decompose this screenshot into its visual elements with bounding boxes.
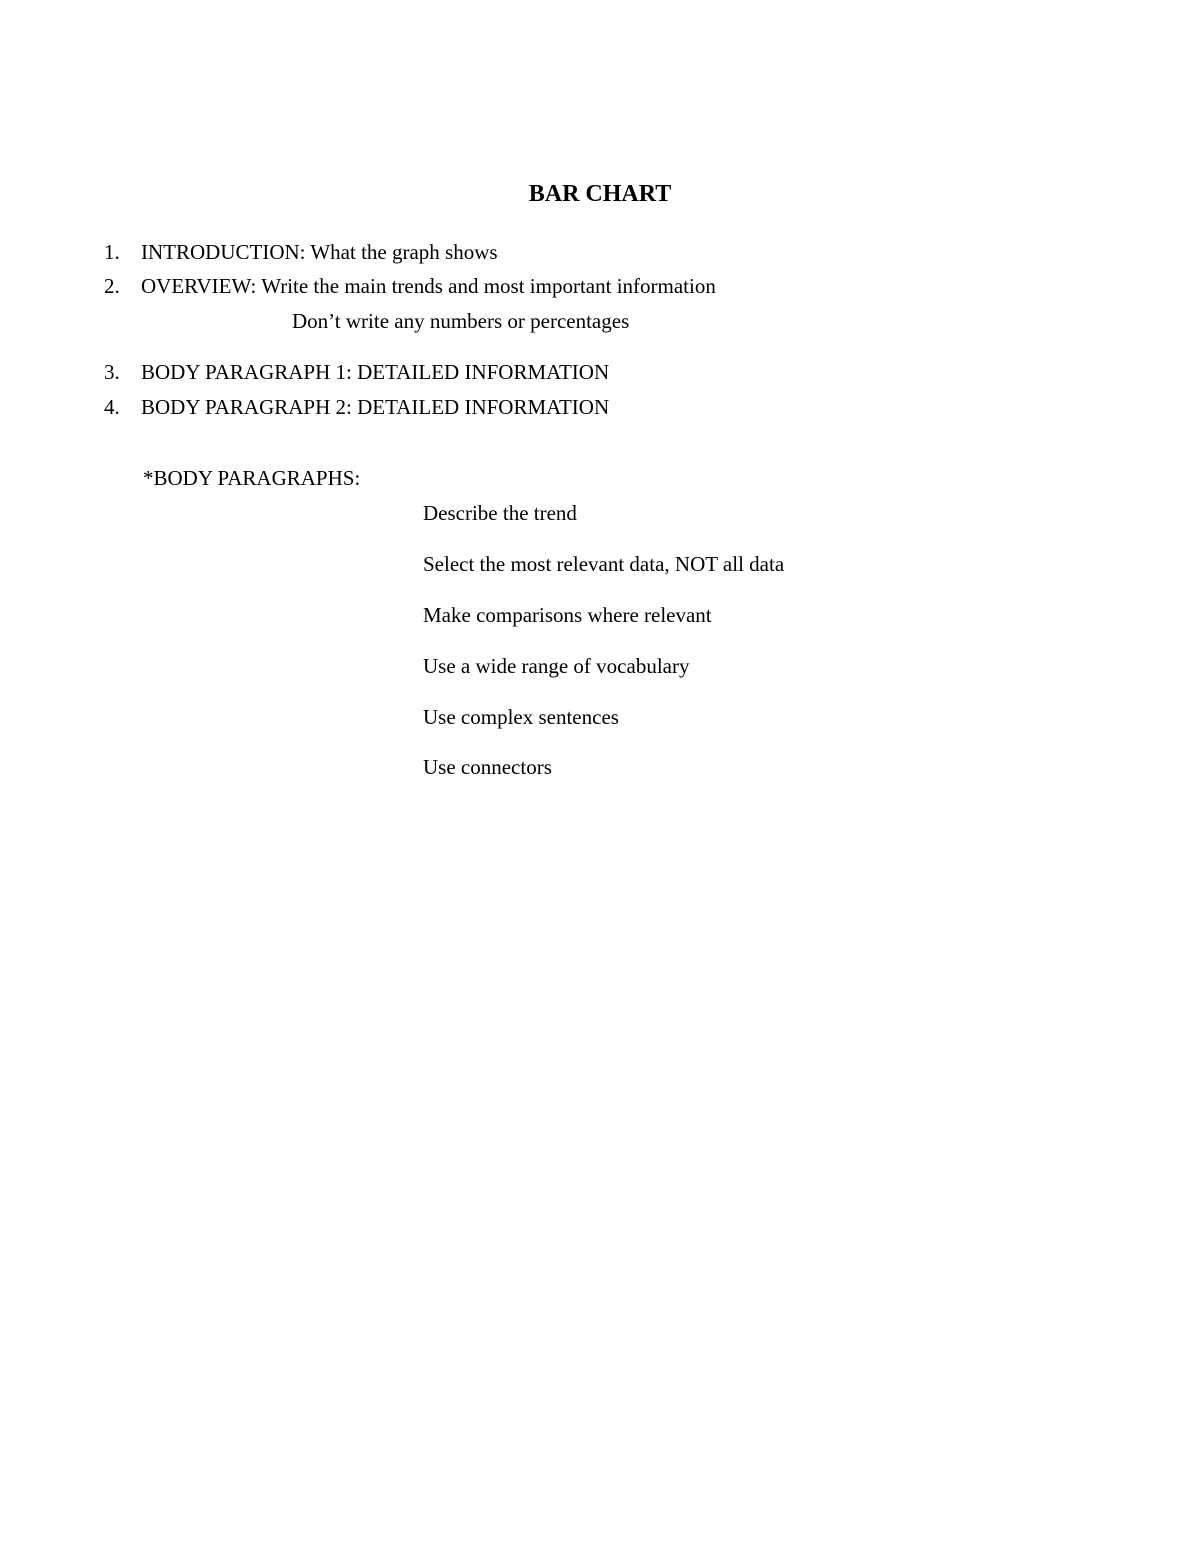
list-number: 2. bbox=[104, 274, 120, 298]
list-number: 1. bbox=[104, 240, 120, 264]
list-item-body-paragraph-2 bbox=[104, 397, 609, 418]
tip-item: Make comparisons where relevant bbox=[423, 603, 712, 627]
page-title: BAR CHART bbox=[528, 181, 672, 207]
list-text: BODY PARAGRAPH 2: DETAILED INFORMATION bbox=[141, 395, 610, 419]
list-text: BODY PARAGRAPH 1: DETAILED INFORMATION bbox=[141, 360, 610, 384]
list-number: 3. bbox=[104, 360, 120, 384]
tip-item: Use complex sentences bbox=[423, 705, 619, 729]
body-paragraphs-heading: *BODY PARAGRAPHS: bbox=[143, 466, 361, 490]
list-item-overview bbox=[104, 276, 716, 297]
list-text: OVERVIEW: Write the main trends and most important information bbox=[141, 274, 716, 298]
tip-item: Use a wide range of vocabulary bbox=[423, 654, 690, 678]
list-text: INTRODUCTION: What the graph shows bbox=[141, 240, 498, 264]
tip-item: Use connectors bbox=[423, 755, 552, 779]
list-item-introduction bbox=[104, 242, 498, 263]
tip-item: Select the most relevant data, NOT all data bbox=[423, 552, 785, 576]
overview-note: Don’t write any numbers or percentages bbox=[292, 309, 630, 333]
list-item-body-paragraph-1 bbox=[104, 362, 609, 383]
tip-item: Describe the trend bbox=[423, 501, 577, 525]
list-number: 4. bbox=[104, 395, 120, 419]
